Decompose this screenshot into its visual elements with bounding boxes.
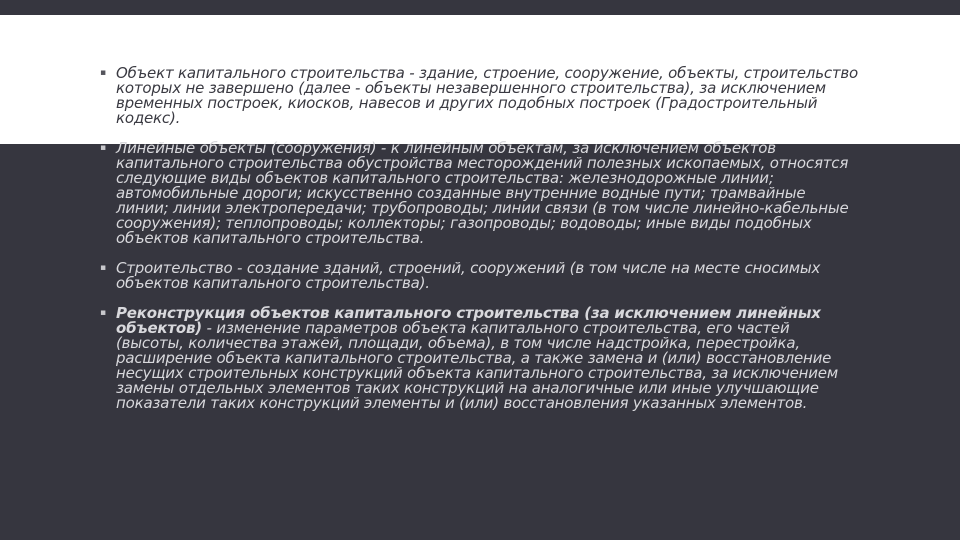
term: Объект капитального строительства [116,64,405,82]
content [100,66,860,411]
list-item [100,306,860,411]
definition: - здание, строение, сооружение, объекты, строительство которых не завершено (далее - объекты незавершенного строительства), за исключением временных построек, киосков, навесов и других подобных построек (Градостроительный кодекс). [116,64,859,127]
bullet-icon: ▪ [100,263,106,273]
bullet-icon: ▪ [100,143,106,153]
top-band [0,0,960,15]
definition: - изменение параметров объекта капитального строительства, его частей (высоты, количества этажей, площади, объема), в том числе надстройка, перестройка, расширение объекта капитального строительства, а также замена и (или) восстановление несущих строительных конструкций объекта капитального строительства, за исключением замены отдельных элементов таких конструкций на аналогичные или иные улучшающие показатели таких конструкций элементы и (или) восстановления указанных элементов. [116,319,838,412]
bullet-icon: ▪ [100,308,106,318]
term: Строительство [116,259,233,277]
list-item [100,141,860,246]
definition: - создание зданий, строений, сооружений (в том числе на месте сносимых объектов капитального строительства). [116,259,821,292]
list-item [100,66,860,126]
term: Реконструкция объектов капитального строительства (за исключением линейных объектов) [116,304,821,337]
list-item [100,261,860,291]
definition: - к линейным объектам, за исключением объектов капитального строительства обустройства месторождений полезных ископаемых, относятся следующие виды объектов капитального строительства: железнодорожные линии; автомобильные дороги; искусственно созданные внутренние водные пути; трамвайные линии; линии электропередачи; трубопроводы; линии связи (в том числе линейно-кабельные сооружения); теплопроводы; коллекторы; газопроводы; водоводы; иные виды подобных объектов капитального строительства. [116,139,849,247]
term: Линейные объекты (сооружения) [116,139,377,157]
bullet-icon: ▪ [100,68,106,78]
